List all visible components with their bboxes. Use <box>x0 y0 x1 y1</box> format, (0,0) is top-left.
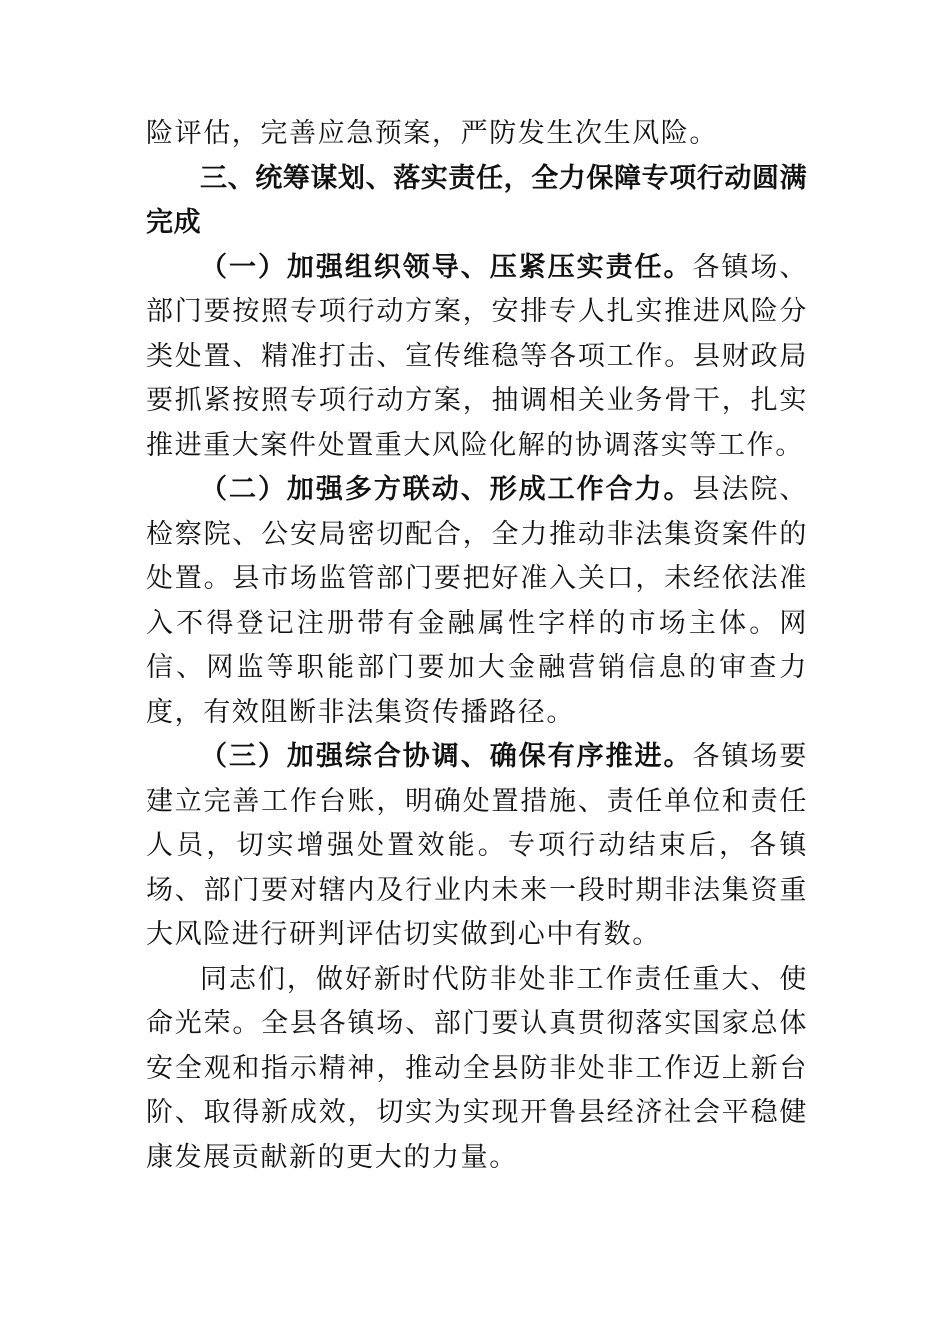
paragraph-closing: 同志们，做好新时代防非处非工作责任重大、使命光荣。全县各镇场、部门要认真贯彻落实国家总体安全观和指示精神，推动全县防非处非工作迈上新台阶、取得新成效，切实为实现开鲁县经济社会平稳健康发展贡献新的更大的力量。 <box>146 963 808 1173</box>
section-heading-3: 三、统筹谋划、落实责任，全力保障专项行动圆满完成 <box>146 162 808 238</box>
item-2-body: 县法院、检察院、公安局密切配合，全力推动非法集资案件的处置。县市场监管部门要把好准入关口，未经依法准入不得登记注册带有金融属性字样的市场主体。网信、网监等职能部门要加大金融营销信息的审查力度，有效阻断非法集资传播路径。 <box>146 474 808 728</box>
document-page <box>146 112 808 1180</box>
paragraph-item-1 <box>146 246 808 469</box>
paragraph-item-2 <box>146 468 808 735</box>
item-1-body: 各镇场、部门要按照专项行动方案，安排专人扎实推进风险分类处置、精准打击、宣传维稳等各项工作。县财政局要抓紧按照专项行动方案，抽调相关业务骨干，扎实推进重大案件处置重大风险化解的协调落实等工作。 <box>146 251 808 461</box>
item-3-title: （三）加强综合协调、确保有序推进。 <box>200 741 693 772</box>
item-3-body: 各镇场要建立完善工作台账，明确处置措施、责任单位和责任人员，切实增强处置效能。专项行动结束后，各镇场、部门要对辖内及行业内未来一段时期非法集资重大风险进行研判评估切实做到心中有数。 <box>146 741 808 950</box>
paragraph-item-3 <box>146 735 808 958</box>
item-2-title: （二）加强多方联动、形成工作合力。 <box>200 474 693 505</box>
paragraph-continuation: 险评估，完善应急预案，严防发生次生风险。 <box>146 118 718 149</box>
item-1-title: （一）加强组织领导、压紧压实责任。 <box>200 251 693 283</box>
